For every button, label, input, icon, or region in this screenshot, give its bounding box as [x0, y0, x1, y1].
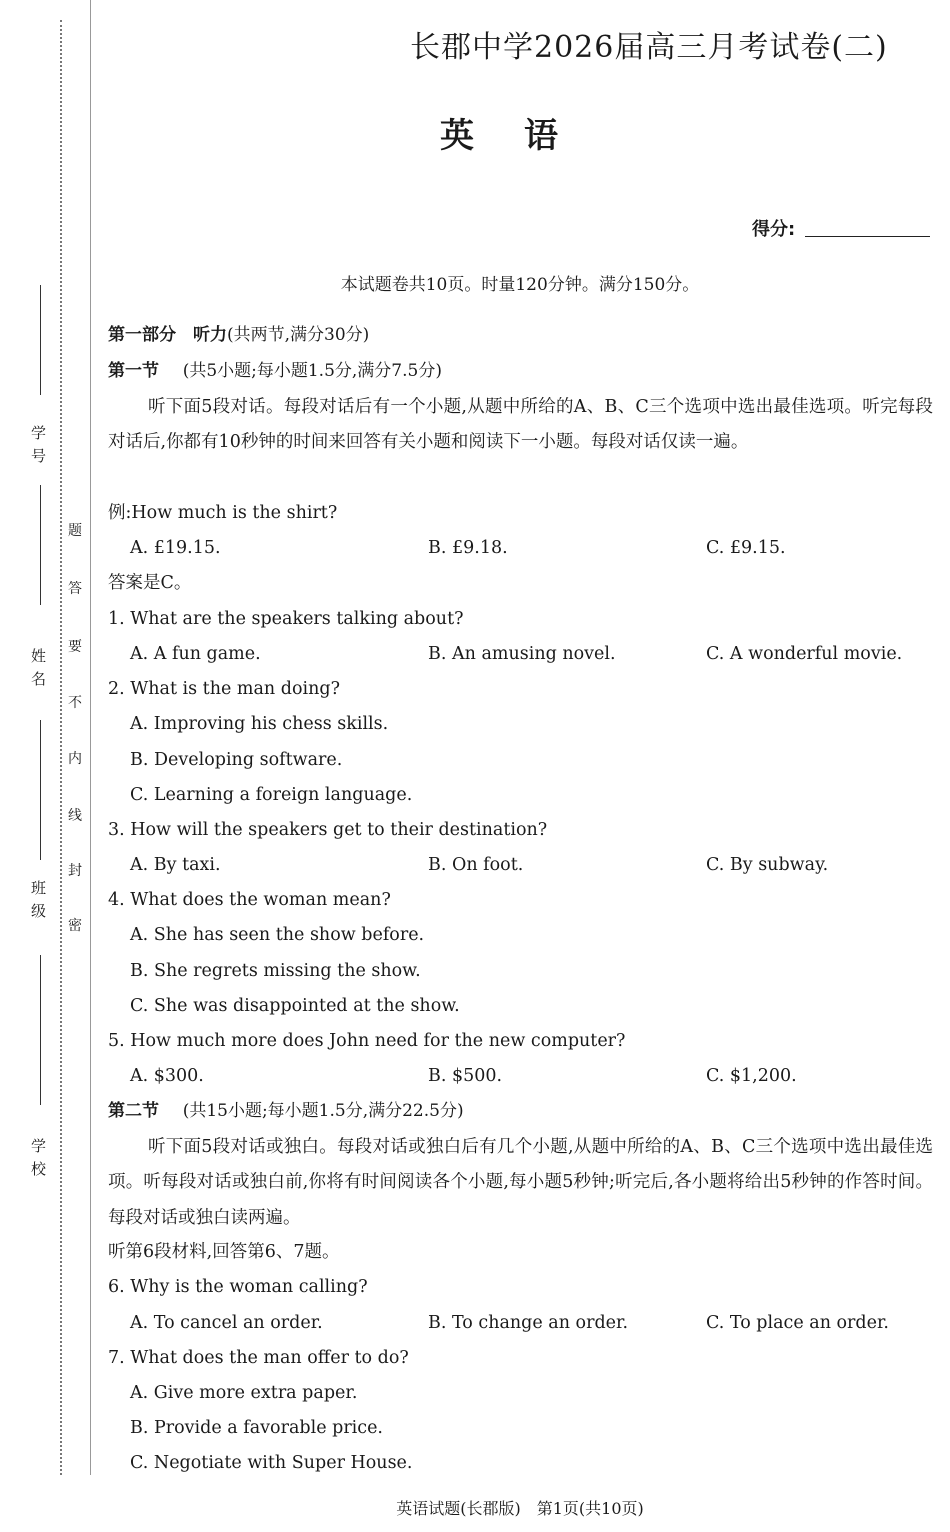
student-id-blank — [40, 285, 41, 395]
section2-heading — [108, 1099, 464, 1123]
q2-option-c: C. Learning a foreign language. — [130, 785, 413, 805]
seal-warning-char: 题 — [68, 523, 82, 539]
example-question: 例:How much is the shirt? — [108, 503, 338, 523]
q2-option-a: A. Improving his chess skills. — [130, 714, 389, 734]
part1-note: (共两节,满分30分) — [227, 325, 370, 345]
seal-warning-char: 内 — [68, 751, 82, 767]
binding-dotted-line — [60, 20, 62, 1475]
section1-instructions: 听下面5段对话。每段对话后有一个小题,从题中所给的A、B、C三个选项中选出最佳选项。听完每段对话后,你都有10秒钟的时间来回答有关小题和阅读下一小题。每段对话仅读一遍。 — [108, 397, 933, 453]
q5-option-b: B. $500. — [428, 1066, 503, 1086]
seal-warning-char: 密 — [68, 918, 82, 934]
q4-option-a: A. She has seen the show before. — [130, 925, 425, 945]
q4-option-c: C. She was disappointed at the show. — [130, 996, 460, 1016]
subject-title: 英语 — [440, 116, 608, 156]
student-id-label: 学号 — [29, 425, 47, 471]
section2-instructions: 听下面5段对话或独白。每段对话或独白后有几个小题,从题中所给的A、B、C三个选项中选出最佳选项。听每段对话或独白前,你将有时间阅读各个小题,每小题5秒钟;听完后,各小题将给出5秒钟的作答时间。每段对话或独白读两遍。 — [108, 1137, 933, 1228]
section2-title: 第二节 — [108, 1101, 159, 1121]
q7-option-c: C. Negotiate with Super House. — [130, 1453, 413, 1473]
q1-option-b: B. An amusing novel. — [428, 644, 616, 664]
question-6: 6. Why is the woman calling? — [108, 1277, 368, 1297]
score-label: 得分: — [752, 219, 796, 240]
class-blank — [40, 955, 41, 1105]
binding-margin-line — [90, 0, 91, 1475]
seal-warning-char: 要 — [68, 639, 82, 655]
q3-option-c: C. By subway. — [706, 855, 829, 875]
part1-heading — [108, 323, 369, 347]
material-note: 听第6段材料,回答第6、7题。 — [108, 1242, 340, 1262]
exam-intro: 本试题卷共10页。时量120分钟。满分150分。 — [340, 275, 700, 295]
part1-title: 第一部分 听力 — [108, 325, 227, 345]
example-option-a: A. £19.15. — [130, 538, 221, 558]
class-label: 班级 — [29, 880, 47, 926]
school-label: 学校 — [29, 1138, 47, 1184]
section1-title: 第一节 — [108, 361, 159, 381]
question-2: 2. What is the man doing? — [108, 679, 340, 699]
q7-option-b: B. Provide a favorable price. — [130, 1418, 383, 1438]
question-4: 4. What does the woman mean? — [108, 890, 391, 910]
class-gap-line — [40, 485, 41, 605]
example-answer: 答案是C。 — [108, 573, 192, 593]
exam-title: 长郡中学2026届高三月考试卷(二) — [410, 30, 888, 65]
seal-warning-char: 线 — [68, 808, 82, 824]
q2-option-b: B. Developing software. — [130, 750, 343, 770]
seal-warning-char: 不 — [68, 695, 82, 711]
q1-option-c: C. A wonderful movie. — [706, 644, 903, 664]
q6-option-c: C. To place an order. — [706, 1313, 889, 1333]
seal-warning-char: 答 — [68, 581, 82, 597]
question-3: 3. How will the speakers get to their destination? — [108, 820, 548, 840]
name-blank — [40, 720, 41, 860]
q6-option-a: A. To cancel an order. — [130, 1313, 323, 1333]
q6-option-b: B. To change an order. — [428, 1313, 629, 1333]
q4-option-b: B. She regrets missing the show. — [130, 961, 421, 981]
q3-option-a: A. By taxi. — [130, 855, 221, 875]
question-7: 7. What does the man offer to do? — [108, 1348, 409, 1368]
question-5: 5. How much more does John need for the new computer? — [108, 1031, 626, 1051]
example-option-c: C. £9.15. — [706, 538, 786, 558]
question-1: 1. What are the speakers talking about? — [108, 609, 464, 629]
example-option-b: B. £9.18. — [428, 538, 508, 558]
q5-option-c: C. $1,200. — [706, 1066, 797, 1086]
name-label: 姓名 — [29, 648, 47, 694]
q7-option-a: A. Give more extra paper. — [130, 1383, 358, 1403]
page-footer: 英语试题(长郡版) 第1页(共10页) — [396, 1499, 644, 1518]
section2-note: (共15小题;每小题1.5分,满分22.5分) — [182, 1101, 464, 1121]
section1-heading — [108, 359, 442, 383]
q1-option-a: A. A fun game. — [130, 644, 261, 664]
score-blank — [805, 236, 930, 237]
seal-warning-char: 封 — [68, 863, 82, 879]
q5-option-a: A. $300. — [130, 1066, 204, 1086]
section1-note: (共5小题;每小题1.5分,满分7.5分) — [182, 361, 442, 381]
q3-option-b: B. On foot. — [428, 855, 524, 875]
